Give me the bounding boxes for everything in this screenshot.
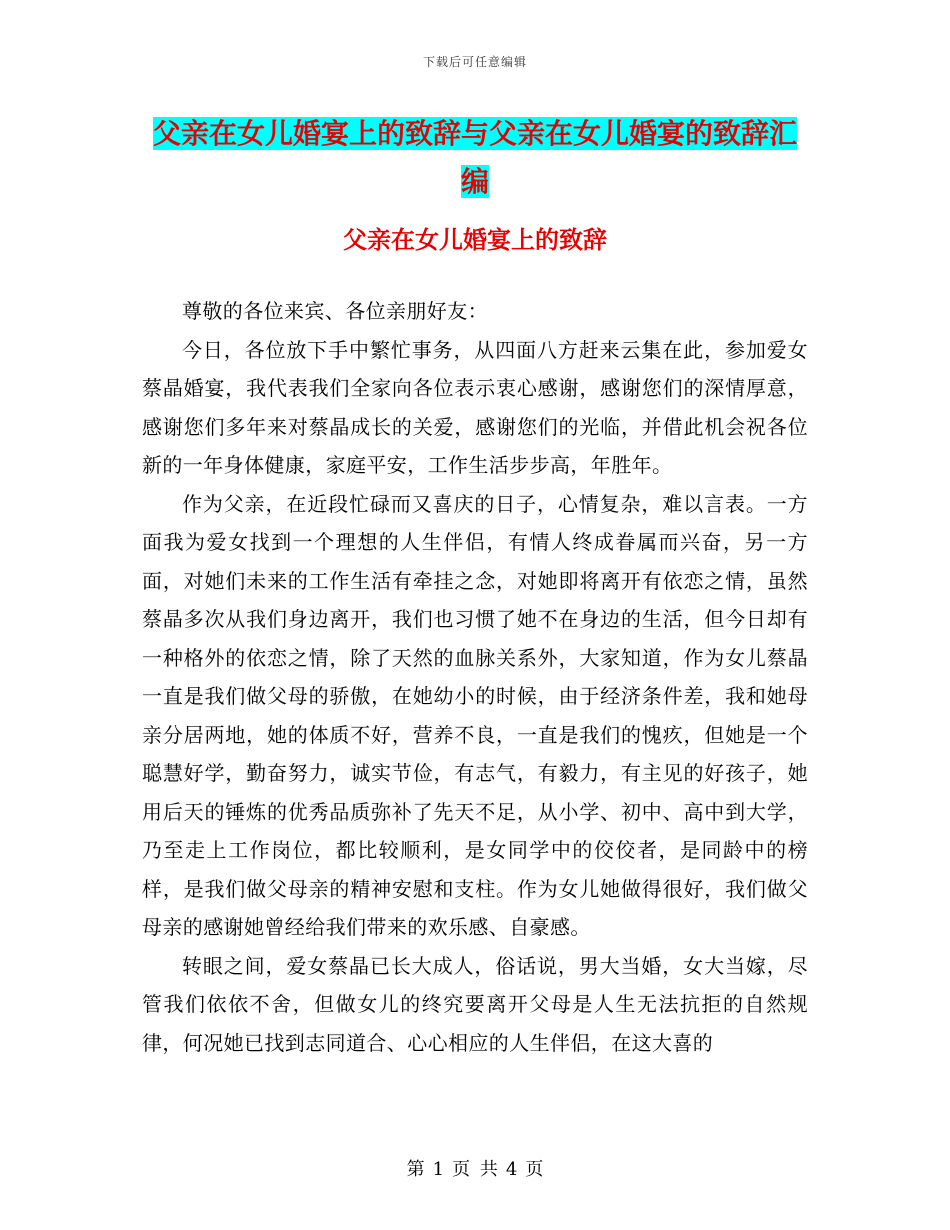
body-text <box>142 292 808 1062</box>
salutation-paragraph: 尊敬的各位来宾、各位亲朋好友： <box>182 299 488 323</box>
footer-page-number: 1 <box>432 1159 445 1180</box>
section-title: 父亲在女儿婚宴上的致辞 <box>343 225 607 254</box>
document-title-text: 父亲在女儿婚宴上的致辞与父亲在女儿婚宴的致辞汇编 <box>152 117 797 198</box>
footer-total-pages: 4 <box>505 1159 518 1180</box>
paragraph-1: 今日，各位放下手中繁忙事务，从四面八方赶来云集在此，参加爱女蔡晶婚宴，我代表我们全家向各位表示衷心感谢，感谢您们的深情厚意，感谢您们多年来对蔡晶成长的关爱，感谢您们的光临，并借此机会祝各位新的一年身体健康，家庭平安，工作生活步步高，年胜年。 <box>142 337 808 477</box>
document-title <box>140 110 810 206</box>
paragraph-3: 转眼之间，爱女蔡晶已长大成人，俗话说，男大当婚，女大当嫁，尽管我们依依不舍，但做女儿的终究要离开父母是人生无法抗拒的自然规律，何况她已找到志同道合、心心相应的人生伴侣，在这大喜的 <box>142 953 808 1055</box>
footer-suffix: 页 <box>525 1159 544 1180</box>
page-footer <box>0 1155 950 1181</box>
footer-mid: 页 共 <box>452 1159 498 1180</box>
header-note: 下载后可任意编辑 <box>422 55 527 69</box>
footer-prefix: 第 <box>406 1159 425 1180</box>
paragraph-2: 作为父亲，在近段忙碌而又喜庆的日子，心情复杂，难以言表。一方面我为爱女找到一个理想的人生伴侣，有情人终成眷属而兴奋，另一方面，对她们未来的工作生活有牵挂之念，对她即将离开有依恋之情，虽然蔡晶多次从我们身边离开，我们也习惯了她不在身边的生活，但今日却有一种格外的依恋之情，除了天然的血脉关系外，大家知道，作为女儿蔡晶一直是我们做父母的骄傲，在她幼小的时候，由于经济条件差，我和她母亲分居两地，她的体质不好，营养不良，一直是我们的愧疚，但她是一个聪慧好学，勤奋努力，诚实节俭，有志气，有毅力，有主见的好孩子，她用后天的锤炼的优秀品质弥补了先天不足，从小学、初中、高中到大学，乃至走上工作岗位，都比较顺利，是女同学中的佼佼者，是同龄中的榜样，是我们做父母亲的精神安慰和支柱。作为女儿她做得很好，我们做父母亲的感谢她曾经给我们带来的欢乐感、自豪感。 <box>142 491 808 939</box>
